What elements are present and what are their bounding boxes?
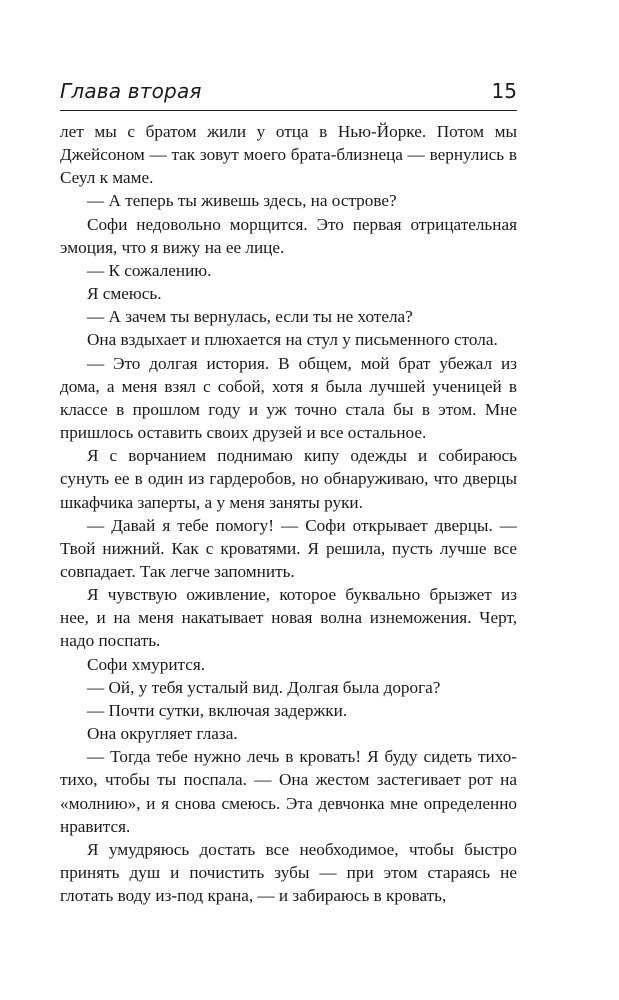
page-number: 15	[491, 79, 517, 103]
paragraph: лет мы с братом жили у отца в Нью-Йорке. Потом мы Джейсоном — так зовут моего брата-близнеца — вернулись в Сеул к маме.	[60, 122, 517, 188]
paragraph: Она вздыхает и плюхается на стул у письменного стола.	[87, 330, 498, 350]
paragraph: Я чувствую оживление, которое буквально брызжет из нее, и на меня накатывает новая волна изнеможения. Черт, надо поспать.	[60, 585, 517, 651]
paragraph: — А зачем ты вернулась, если ты не хотела?	[87, 307, 413, 327]
paragraph: — А теперь ты живешь здесь, на острове?	[87, 191, 397, 211]
paragraph: — Тогда тебе нужно лечь в кровать! Я буду сидеть тихо-тихо, чтобы ты поспала. — Она жестом застегивает рот на «молнию», и я снова смеюсь. Эта девчонка мне определенно нравится.	[60, 747, 517, 836]
paragraph: — К сожалению.	[87, 260, 212, 280]
paragraph: Я смеюсь.	[87, 284, 162, 304]
paragraph: — Почти сутки, включая задержки.	[87, 700, 348, 720]
running-head	[60, 78, 517, 108]
paragraph: Она округляет глаза.	[87, 724, 238, 744]
paragraph: — Это долгая история. В общем, мой брат убежал из дома, а меня взял с собой, хотя я была лучшей ученицей в классе в прошлом году и уж точно стала бы в этом. Мне пришлось оставить своих друзей и все остальное.	[60, 353, 517, 443]
paragraph: Софи хмурится.	[87, 654, 206, 674]
paragraph: — Ой, у тебя усталый вид. Долгая была дорога?	[87, 677, 441, 697]
paragraph: Я с ворчанием поднимаю кипу одежды и собираюсь сунуть ее в один из гардеробов, но обнаруживаю, что дверцы шкафчика заперты, а у меня заняты руки.	[60, 446, 517, 512]
body-text	[60, 120, 517, 907]
paragraph: Я умудряюсь достать все необходимое, чтобы быстро принять душ и почистить зубы — при этом стараясь не глотать воду из-под крана, — и забираюсь в кровать,	[60, 839, 517, 906]
header-rule	[60, 110, 517, 111]
paragraph: Софи недовольно морщится. Это первая отрицательная эмоция, что я вижу на ее лице.	[60, 214, 517, 257]
chapter-title: Глава вторая	[60, 79, 202, 103]
paragraph: — Давай я тебе помогу! — Софи открывает дверцы. — Твой нижний. Как с кроватями. Я решила, пусть лучше все совпадает. Так легче запомнить.	[60, 515, 517, 581]
